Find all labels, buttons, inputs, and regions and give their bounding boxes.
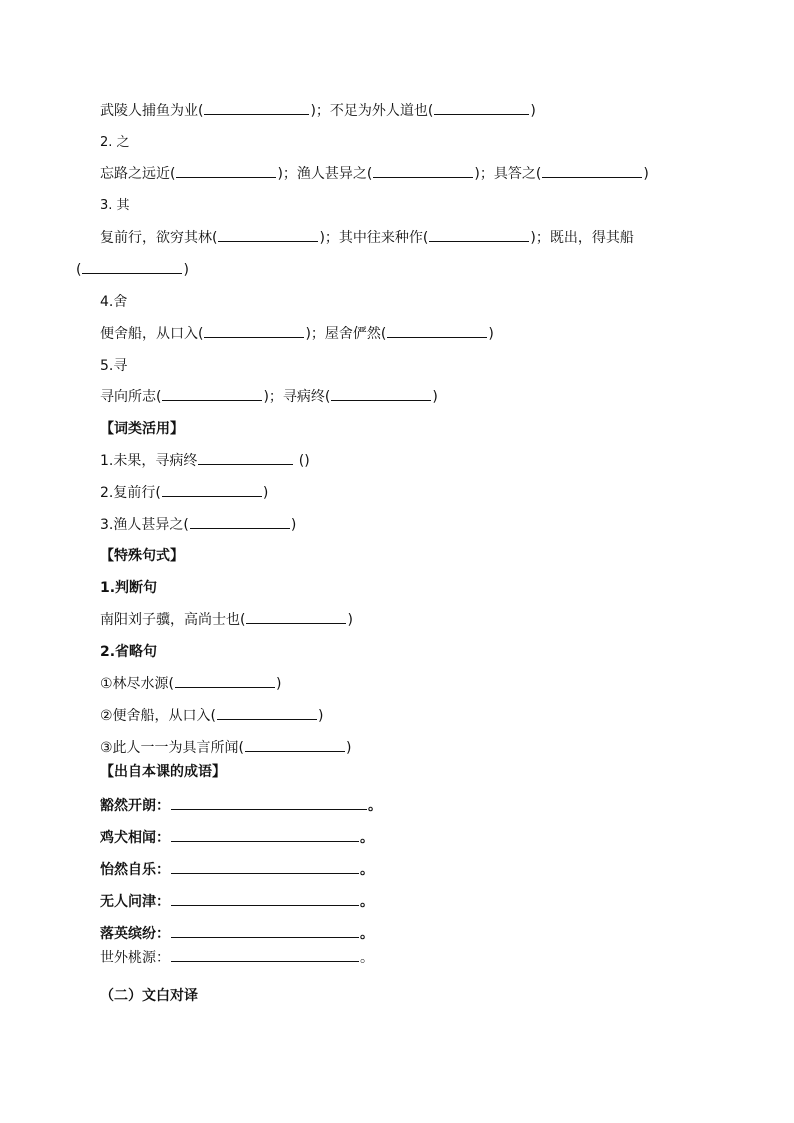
section-title-translation: （二）文白对译 (100, 988, 198, 1004)
answer-blank[interactable] (162, 483, 262, 497)
idiom-label: 鸡犬相闻： (100, 830, 170, 846)
text: )；寻病终( (263, 389, 331, 405)
text: 忘路之远近( (100, 166, 176, 182)
omission-item (100, 674, 281, 694)
text: ) (346, 740, 352, 756)
judgment-item (100, 610, 353, 630)
answer-blank[interactable] (331, 387, 431, 401)
answer-blank[interactable] (175, 674, 275, 688)
text: 。 (360, 950, 374, 966)
answer-blank[interactable] (218, 228, 318, 242)
section-title-word-use: 【词类活用】 (100, 421, 184, 437)
subheading-judgment: 1.判断句 (100, 580, 158, 596)
text: ③此人一一为具言所闻( (100, 740, 245, 756)
text: 。 (360, 862, 374, 878)
text: 。 (360, 830, 374, 846)
text: ) (262, 485, 269, 501)
omission-item (100, 706, 323, 726)
line-she (100, 324, 494, 344)
text: ) (318, 708, 324, 724)
answer-blank[interactable] (171, 860, 359, 874)
answer-blank[interactable] (387, 324, 487, 338)
text: )；其中往来种作( (319, 230, 429, 246)
text: () (294, 453, 310, 469)
text: ) (432, 389, 438, 405)
text: )；具答之( (474, 166, 542, 182)
text: ) (290, 517, 297, 533)
line-zhi (100, 164, 649, 184)
text: )；屋舍俨然( (305, 326, 387, 342)
answer-blank[interactable] (162, 387, 262, 401)
heading-she: 4.舍 (100, 294, 128, 310)
text: 1.未果，寻病终 (100, 453, 198, 469)
text: 。 (360, 894, 374, 910)
text: 2.复前行( (100, 485, 161, 501)
text: )；渔人甚异之( (277, 166, 373, 182)
text: ) (183, 262, 189, 278)
idiom-item (100, 828, 374, 848)
answer-blank[interactable] (171, 948, 359, 962)
section-title-special: 【特殊句式】 (100, 548, 184, 564)
answer-blank[interactable] (245, 738, 345, 752)
answer-blank[interactable] (204, 324, 304, 338)
text: 武陵人捕鱼为业( (100, 103, 204, 119)
answer-blank[interactable] (434, 101, 529, 115)
answer-blank[interactable] (217, 706, 317, 720)
idiom-label: 落英缤纷： (100, 926, 170, 942)
answer-blank[interactable] (171, 828, 359, 842)
idiom-label: 豁然开朗： (100, 798, 170, 814)
word-use-item (100, 483, 268, 503)
line-xun (100, 387, 438, 407)
answer-blank[interactable] (204, 101, 309, 115)
text: 。 (368, 798, 382, 814)
text: ( (76, 262, 82, 278)
text: 寻向所志( (100, 389, 162, 405)
line-qi-cont (76, 260, 189, 280)
idiom-label: 怡然自乐： (100, 862, 170, 878)
heading-zhi: 2. 之 (100, 135, 130, 150)
answer-blank[interactable] (542, 164, 642, 178)
answer-blank[interactable] (82, 260, 182, 274)
answer-blank[interactable] (190, 515, 290, 529)
text: 3.渔人甚异之( (100, 517, 189, 533)
text: ) (276, 676, 282, 692)
idiom-label: 世外桃源： (100, 950, 170, 966)
heading-xun: 5.寻 (100, 358, 128, 374)
text: ) (530, 103, 536, 119)
text: ①林尽水源( (100, 676, 175, 692)
text: )；既出，得其船 (530, 230, 634, 246)
idiom-item (100, 892, 374, 912)
line-wuling (100, 101, 536, 121)
answer-blank[interactable] (171, 796, 367, 810)
idiom-item (100, 860, 374, 880)
text: )；不足为外人道也( (310, 103, 434, 119)
text: 复前行，欲穷其林( (100, 230, 218, 246)
text: 便舍船，从口入( (100, 326, 204, 342)
text: ) (488, 326, 494, 342)
heading-qi: 3. 其 (100, 198, 130, 213)
text: ) (347, 612, 353, 628)
idiom-item (100, 796, 382, 816)
answer-blank[interactable] (246, 610, 346, 624)
answer-blank[interactable] (176, 164, 276, 178)
idiom-item (100, 948, 374, 968)
idiom-item (100, 924, 374, 944)
subheading-omission: 2.省略句 (100, 644, 158, 660)
answer-blank[interactable] (373, 164, 473, 178)
section-title-idioms: 【出自本课的成语】 (100, 764, 226, 780)
answer-blank[interactable] (198, 451, 293, 465)
text: ) (643, 166, 649, 182)
word-use-item (100, 515, 296, 535)
text: 南阳刘子骥，高尚士也( (100, 612, 246, 628)
text: 。 (360, 926, 374, 942)
answer-blank[interactable] (171, 924, 359, 938)
answer-blank[interactable] (429, 228, 529, 242)
line-qi (100, 228, 634, 248)
answer-blank[interactable] (171, 892, 359, 906)
text: ②便舍船，从口入( (100, 708, 217, 724)
omission-item (100, 738, 351, 758)
word-use-item (100, 451, 310, 471)
idiom-label: 无人问津： (100, 894, 170, 910)
